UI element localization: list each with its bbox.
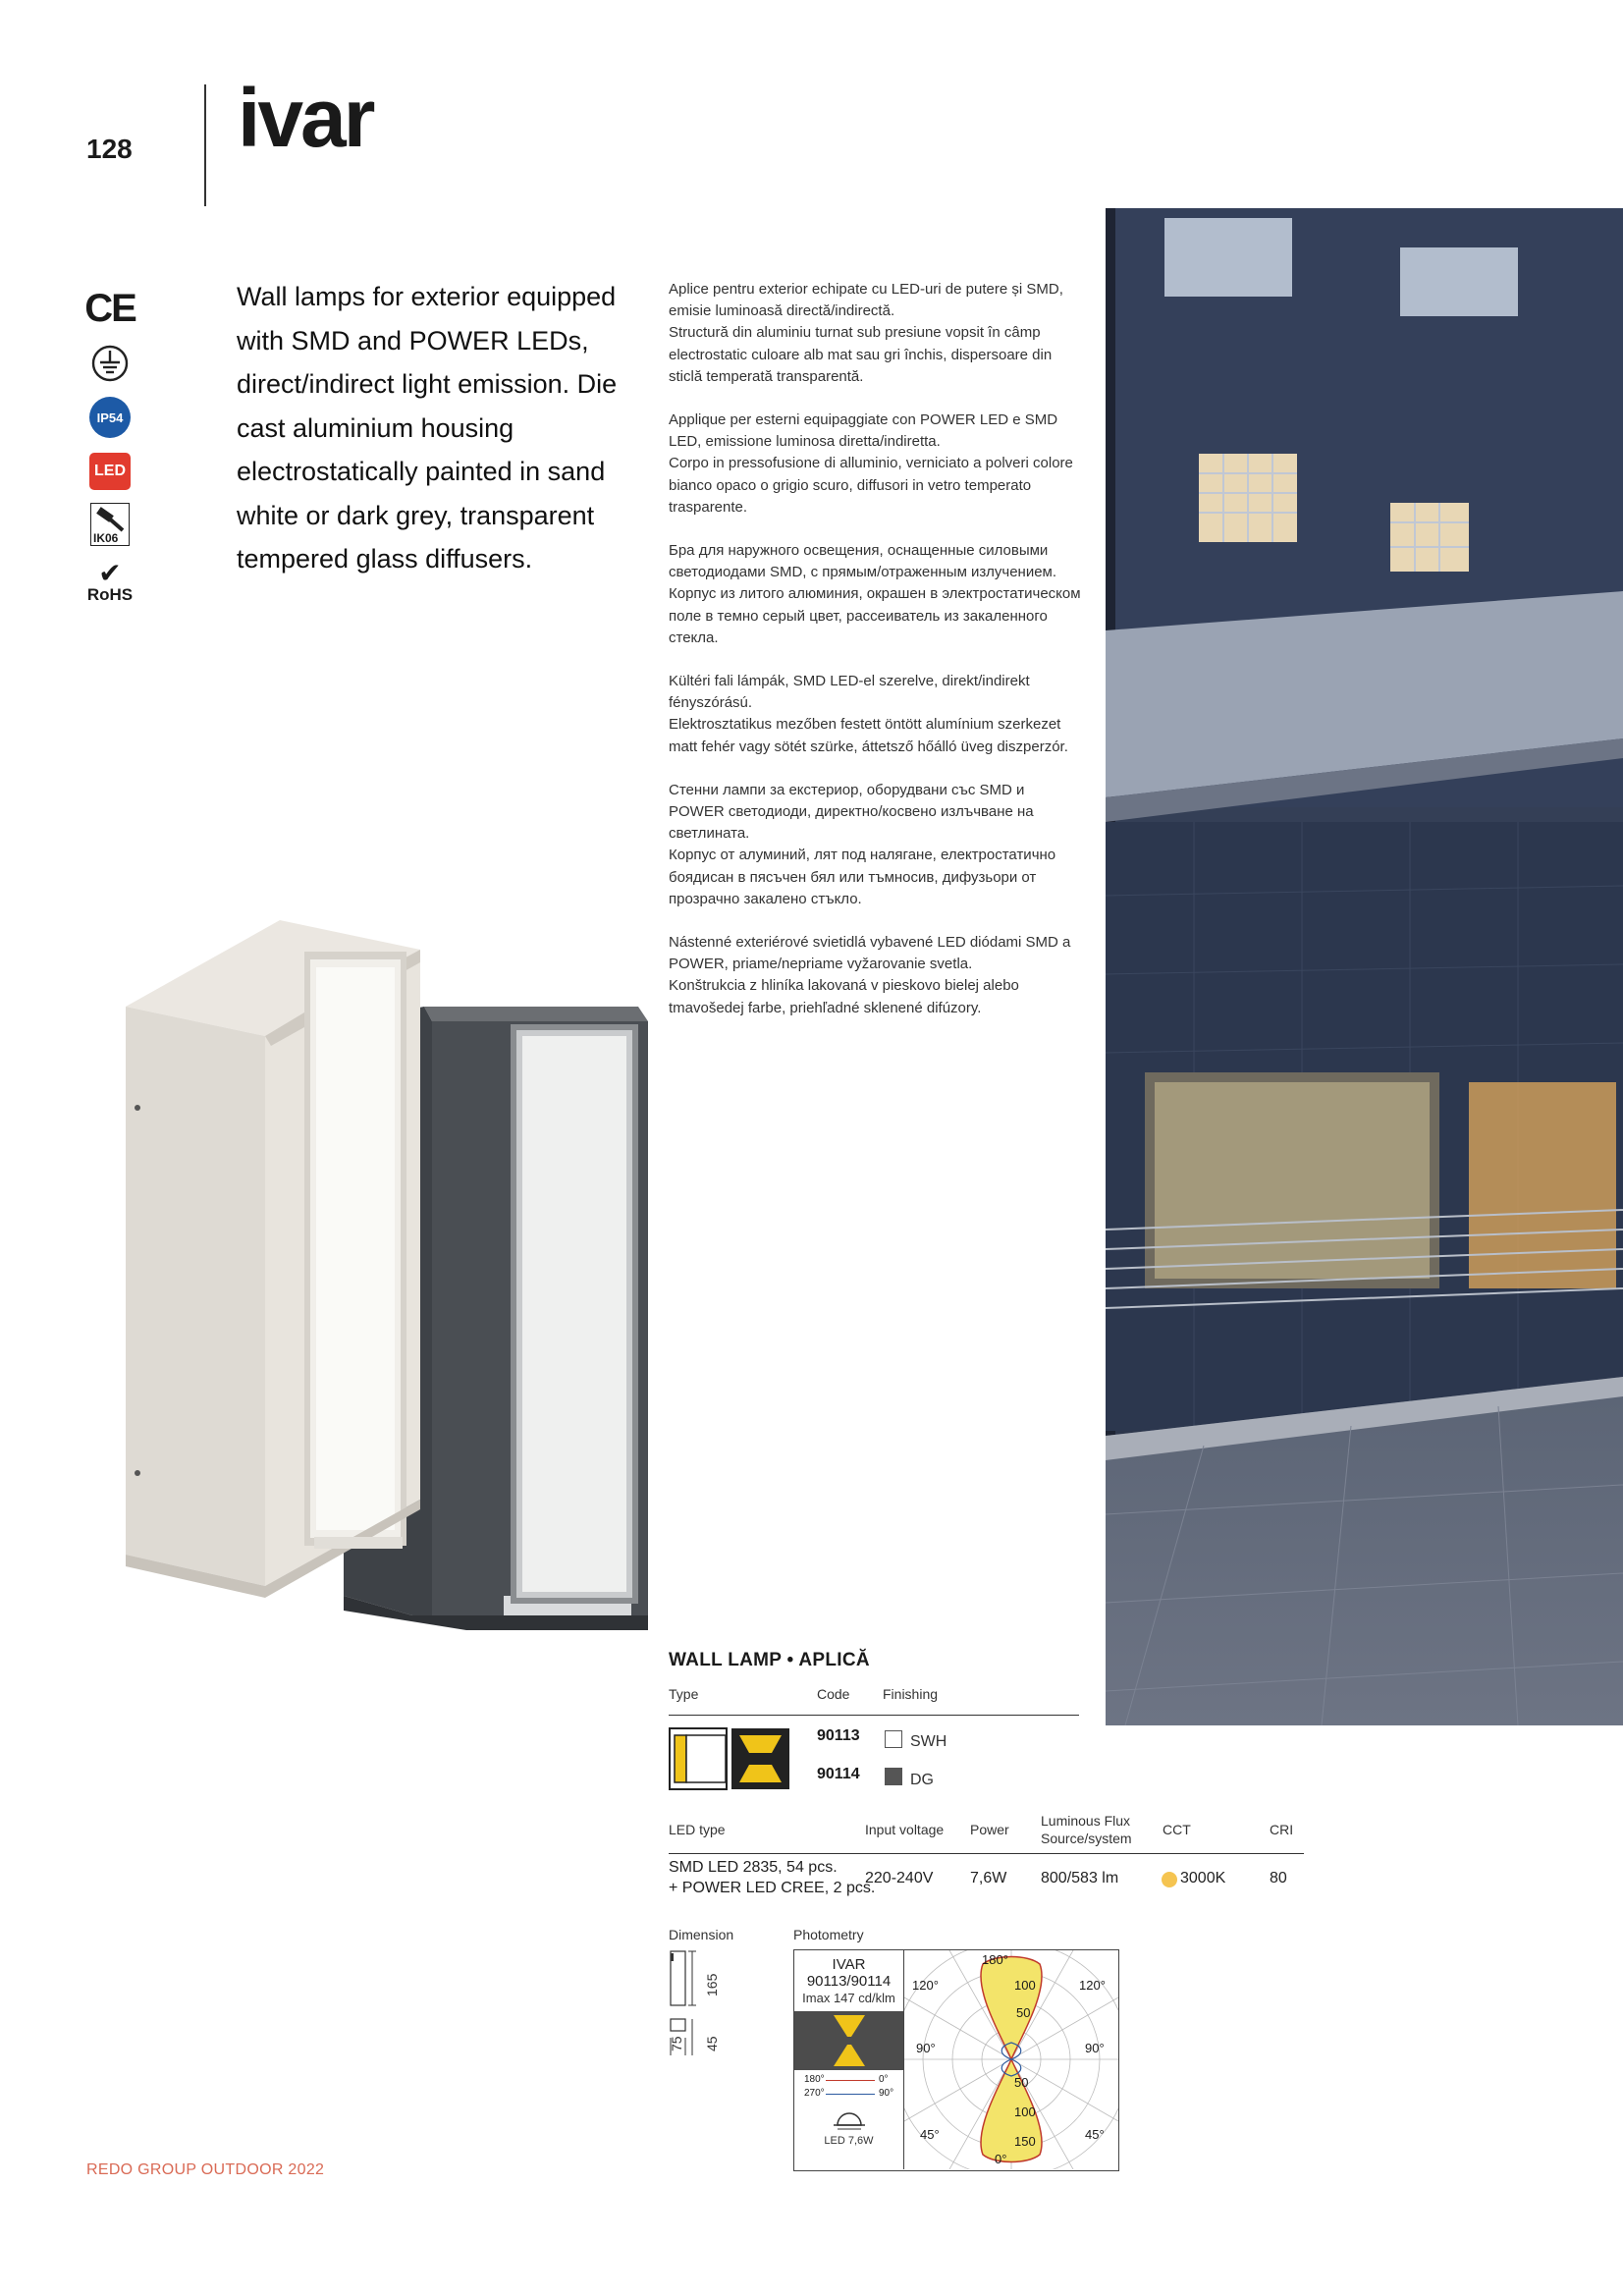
ik06-icon bbox=[84, 503, 135, 546]
input-voltage-header: Input voltage bbox=[865, 1822, 945, 1837]
ring-lower-50: 50 bbox=[1014, 2075, 1029, 2090]
beam-icon bbox=[794, 2011, 903, 2070]
earth-ground-icon bbox=[84, 342, 135, 385]
product-image bbox=[118, 908, 668, 1665]
led-power-label: LED 7,6W bbox=[824, 2135, 874, 2147]
description-bg: Стенни лампи за екстериор, оборудвани със SMD и POWER светодиоди, директно/косвено излъчване на светлината. Корпус от алуминий, лят под налягане, електростатично боядисан в пясъчен бял или тъмносив, дифузьори от прозрачно закалено стъкло. bbox=[669, 781, 1056, 907]
swatch-swh bbox=[885, 1730, 902, 1748]
emission-type-icon bbox=[669, 1727, 790, 1795]
cri-value: 80 bbox=[1270, 1870, 1287, 1886]
table-divider bbox=[669, 1715, 1079, 1716]
photometry-imax: Imax 147 cd/klm bbox=[802, 1991, 895, 2005]
cct-value: 3000K bbox=[1180, 1870, 1226, 1886]
ring-lower-100: 100 bbox=[1014, 2105, 1036, 2119]
photometry-label: Photometry bbox=[793, 1927, 864, 1942]
height-value: 165 bbox=[704, 1973, 720, 1996]
led-type-line-1: SMD LED 2835, 54 pcs. bbox=[669, 1859, 838, 1876]
flux-header-2: Source/system bbox=[1041, 1831, 1132, 1846]
code-header: Code bbox=[817, 1686, 850, 1702]
legend-a1: 180° bbox=[804, 2074, 825, 2085]
angle-bottom: 0° bbox=[995, 2152, 1007, 2166]
led-icon: LED bbox=[89, 453, 131, 490]
photometry-name: IVAR bbox=[832, 1956, 866, 1973]
flux-header-1: Luminous Flux bbox=[1041, 1813, 1131, 1829]
input-voltage-value: 220-240V bbox=[865, 1870, 934, 1886]
dimension-drawing bbox=[669, 1949, 728, 2055]
finish-swh: SWH bbox=[910, 1733, 947, 1750]
finish-dg: DG bbox=[910, 1772, 934, 1788]
check-icon: ✔ bbox=[98, 558, 122, 588]
angle-top: 180° bbox=[982, 1952, 1008, 1967]
width-value: 75 bbox=[669, 2036, 684, 2051]
rohs-icon bbox=[84, 558, 135, 607]
ring-upper-100: 100 bbox=[1014, 1978, 1036, 1993]
lamp-type-icon bbox=[832, 2107, 867, 2136]
cct-color-icon bbox=[1162, 1872, 1177, 1887]
finishing-header: Finishing bbox=[883, 1686, 939, 1702]
flux-value: 800/583 lm bbox=[1041, 1870, 1119, 1886]
dimension-label: Dimension bbox=[669, 1927, 734, 1942]
polar-diagram bbox=[904, 1950, 1118, 2169]
angle-right: 90° bbox=[1085, 2041, 1105, 2055]
swatch-dg bbox=[885, 1768, 902, 1785]
photometry-panel bbox=[793, 1949, 1119, 2171]
cri-header: CRI bbox=[1270, 1822, 1294, 1837]
description-ro: Aplice pentru exterior echipate cu LED-uri de putere și SMD, emisie luminoasă directă/indirectă. Structură din aluminiu turnat sub presiune vopsit în câmp electrostatic culoare alb mat sau gri închis, dispersoare din sticlă temperată transparentă. bbox=[669, 281, 1063, 385]
description-hu: Kültéri fali lámpák, SMD LED-el szerelve, direkt/indirekt fényszórású. Elektrosztatikus mezőben festett öntött alumínium szerkezet matt fehér vagy sötét szürke, áttetsző hőálló üveg diszperzór. bbox=[669, 673, 1068, 755]
power-header: Power bbox=[970, 1822, 1009, 1837]
led-type-header: LED type bbox=[669, 1822, 726, 1837]
description-it: Applique per esterni equipaggiate con POWER LED e SMD LED, emissione luminosa diretta/indiretta. Corpo in pressofusione di alluminio, verniciato a polveri colore bianco opaco o grigio scuro, diffusori in vetro temperato trasparente. bbox=[669, 411, 1073, 516]
spec-divider bbox=[669, 1853, 1304, 1854]
legend-a2: 0° bbox=[879, 2074, 889, 2085]
title-divider bbox=[204, 84, 206, 206]
photometry-info bbox=[794, 1950, 904, 2169]
legend-b1: 270° bbox=[804, 2088, 825, 2099]
power-value: 7,6W bbox=[970, 1870, 1007, 1886]
ce-mark-icon: CE bbox=[84, 286, 135, 330]
photometry-codes: 90113/90114 bbox=[806, 1973, 892, 1990]
legend-line-blue bbox=[826, 2094, 875, 2095]
angle-lower-right: 45° bbox=[1085, 2127, 1105, 2142]
ik06-label: IK06 bbox=[93, 531, 119, 545]
depth-value: 45 bbox=[704, 2036, 720, 2051]
page-number: 128 bbox=[86, 134, 133, 164]
legend-row-b bbox=[794, 2088, 903, 2104]
angle-upper-left: 120° bbox=[912, 1978, 939, 1993]
ring-upper-50: 50 bbox=[1016, 2005, 1031, 2020]
legend-line-red bbox=[826, 2080, 875, 2081]
rohs-label: RoHS bbox=[86, 585, 134, 604]
footer-text: REDO GROUP OUTDOOR 2022 bbox=[86, 2161, 325, 2178]
angle-upper-right: 120° bbox=[1079, 1978, 1106, 1993]
code-90113: 90113 bbox=[817, 1727, 860, 1744]
description-ru: Бра для наружного освещения, оснащенные силовыми светодиодами SMD, с прямым/отраженным излучением. Корпус из литого алюминия, окрашен в электростатическом поле в темно серый цвет, рассеиватель из закаленного стекла. bbox=[669, 542, 1081, 646]
language-descriptions bbox=[669, 279, 1081, 1041]
led-type-line-2: + POWER LED CREE, 2 pcs. bbox=[669, 1880, 876, 1896]
building-photo bbox=[1106, 208, 1623, 1725]
product-title: ivar bbox=[238, 72, 373, 164]
code-90114: 90114 bbox=[817, 1766, 860, 1782]
main-description: Wall lamps for exterior equipped with SMD and POWER LEDs, direct/indirect light emission. Die cast aluminium housing electrostatically painted in sand white or dark grey, transparent tempered glass diffusers. bbox=[237, 282, 618, 574]
ip54-icon: IP54 bbox=[89, 397, 131, 438]
angle-left: 90° bbox=[916, 2041, 936, 2055]
description-sk: Nástenné exteriérové svietidlá vybavené LED diódami SMD a POWER, priame/nepriame vyžarovanie svetla. Konštrukcia z hliníka lakovaná v pieskovo bielej alebo tmavošedej farbe, priehľadné sklenené difúzory. bbox=[669, 934, 1071, 1016]
angle-lower-left: 45° bbox=[920, 2127, 940, 2142]
type-header: Type bbox=[669, 1686, 699, 1702]
legend-b2: 90° bbox=[879, 2088, 894, 2099]
cct-header: CCT bbox=[1163, 1822, 1191, 1837]
section-title: WALL LAMP • APLICĂ bbox=[669, 1650, 870, 1670]
ring-lower-150: 150 bbox=[1014, 2134, 1036, 2149]
